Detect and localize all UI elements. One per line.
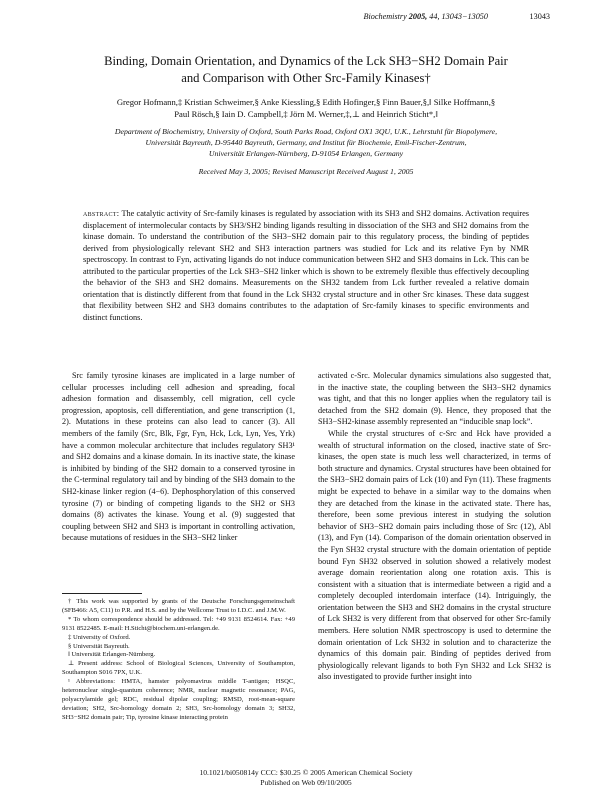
- authors-line-1: Gregor Hofmann,‡ Kristian Schweimer,§ Anke Kiessling,§ Edith Hofinger,§ Finn Bauer,§,‖ Silke Hoffmann,§: [116, 97, 496, 107]
- affiliation-line-2: Universität Bayreuth, D-95440 Bayreuth, Germany, and Institut für Biochemie, Emil-Fischer-Zentrum,: [145, 137, 467, 147]
- page-number: 13043: [529, 12, 550, 21]
- author-list: [40, 96, 572, 120]
- footnote-affil-oxford: ‡ University of Oxford.: [68, 633, 131, 641]
- abstract-text: The catalytic activity of Src-family kinases is regulated by association with its SH3 and SH2 domains. Activation requires displacement of intermolecular contacts by SH3/SH2 binding ligands resulting in dissociation of the SH3 and SH2 domains from the kinase domain. To understand the contribution of the SH3−SH2 domain pair to this regulatory process, the binding of peptides derived from physiologically relevant SH2 and SH3 interaction partners was studied for Lck and its relative Fyn by NMR spectroscopy. In contrast to Fyn, activating ligands do not induce communication between SH2 and SH3 domains in Lck. This can be attributed to the particular properties of the Lck SH3−SH2 linker which is shown to be extremely flexible thus effectively decoupling the behavior of the SH3 and SH2 domains. Measurements on the SH32 tandem from Lck further revealed a relative domain orientation that is distinctly different from that found in the Lck SH32 crystal structure and in other Src kinases. These data suggest that flexibility between SH2 and SH3 domains contributes to the adaptation of Src-family kinases to specific environments and distinct functions.: [83, 209, 529, 322]
- published-line: Published on Web 09/10/2005: [260, 778, 352, 787]
- journal-pages: 13043−13050: [441, 12, 488, 21]
- left-column: [62, 370, 295, 580]
- journal-citation: [364, 12, 488, 21]
- received-dates: Received May 3, 2005; Revised Manuscript Received August 1, 2005: [198, 167, 414, 176]
- journal-year: 2005,: [408, 12, 428, 21]
- affiliation-line-3: Universität Erlangen-Nürnberg, D-91054 Erlangen, Germany: [208, 148, 404, 158]
- title-line-2: and Comparison with Other Src-Family Kinases†: [181, 71, 431, 85]
- footnote-funding: † This work was supported by grants of the Deutsche Forschungsgemeinschaft (SFB466: A5, C11) to P.R. and H.S. and by the Wellcome Trust to I.D.C. and J.M.W.: [62, 598, 295, 614]
- body-paragraph: While the crystal structures of c-Src and Hck have provided a wealth of structural information on the closed, inactive state of Src-kinases, the open state is much less well characterized, in terms of both structure and dynamics. Crystal structures have been obtained for the SH3−SH2 domain pairs of Lck (10) and Fyn (11). These fragments might be expected to behave in a similar way to the domains when they are detached from the kinase in the activated state. There has, therefore, been some previous interest in studying the solution behavior of SH3−SH2 domain pairs including those of Src (12), Abl (13), and Fyn (14). Comparison of the domain orientation observed in the Fyn SH32 crystal structure with the domain orientation of peptide bound Fyn SH32 observed in solution showed a relatively modest average domain reorientation along one rotation axis. This is consistent with a situation that is intermediate between a rigid and a completely decoupled interdomain interface (14). Intriguingly, the orientation between the SH3 and SH2 domains in the crystal structure of Lck SH32 is very different from that observed for other Src-family members. Here solution NMR spectroscopy is used to determine the domain orientation of Lck SH32 in solution and to characterize the dynamics of this domain pair. Binding of peptides derived from physiologically relevant ligands to both Fyn SH32 and Lck SH32 is also investigated to provide further insight into: [318, 428, 551, 682]
- body-paragraph: Src family tyrosine kinases are implicated in a large number of cellular processes including cell adhesion and spreading, focal adhesion formation and disassembly, cell migration, cell cycle progression, apoptosis, cell differentiation, and gene transcription (1, 2). Mutations in these proteins can also lead to cancer (3). All members of the family (Src, Blk, Fgr, Fyn, Hck, Lck, Lyn, Yes, Yrk) have a common molecular architecture that includes regulatory SH3¹ and SH2 domains and a kinase domain. In its inactive state, the kinase is inhibited by binding of the SH2 domain to a conserved tyrosine in the C-terminal regulatory tail and by binding of the SH3 domain to the SH2-kinase linker region (4−6). Dephosphorylation of this conserved tyrosine (7) or binding of competing ligands to the SH2 or SH3 domains (8) activates the kinase. Young et al. (9) suggested that coupling between SH2 and SH3 is important in controlling activation, because mutations of residues in the SH3−SH2 linker: [62, 371, 295, 543]
- doi-line: 10.1021/bi050814y CCC: $30.25 © 2005 American Chemical Society: [199, 768, 413, 777]
- footnote-affil-erlangen: ‖ Universität Erlangen-Nürnberg.: [68, 651, 156, 659]
- footnote-divider: [62, 593, 142, 594]
- affiliation-line-1: Department of Biochemistry, University of Oxford, South Parks Road, Oxford OX1 3QU, U.K., Lehrstuhl für Biopolymere,: [114, 127, 498, 136]
- article-title: [40, 53, 572, 87]
- page-footer: [0, 768, 612, 788]
- abstract-label: abstract:: [83, 209, 120, 218]
- footnote-abbreviations: ¹ Abbreviations: HMTA, hamster polyomavirus middle T-antigen; HSQC, heteronuclear single-quantum coherence; NMR, nuclear magnetic resonance; PAG, polyacrylamide gel; RDC, residual dipolar coupling; RMSD, root-mean-square deviation; SH2, Src-homology domain 2; SH3, Src-homology domain 3; SH32, SH3−SH2 domain pair; Tip, tyrosine kinase interacting protein: [62, 678, 295, 721]
- title-line-1: Binding, Domain Orientation, and Dynamics of the Lck SH3−SH2 Domain Pair: [104, 54, 508, 68]
- abstract: [83, 208, 529, 323]
- authors-line-2: Paul Rösch,§ Iain D. Campbell,‡ Jörn M. Werner,‡,⊥ and Heinrich Sticht*,‖: [174, 109, 438, 119]
- affiliations: [40, 127, 572, 159]
- footnote-correspondence: * To whom correspondence should be addressed. Tel: +49 9131 8524614. Fax: +49 9131 8522485. E-mail: H.Sticht@biochem.uni-erlangen.de.: [62, 615, 295, 632]
- journal-volume: 44,: [429, 12, 440, 21]
- body-paragraph: activated c-Src. Molecular dynamics simulations also suggested that, in the inactive state, the coupling between the SH3−SH2 dynamics was tight, and that this no longer applies when the regulatory tail is detached from the SH2 domain (9). Hence, they proposed that the SH3−SH2-kinase assembly represented an “inducible snap lock”.: [318, 371, 551, 427]
- footnote-affil-bayreuth: § Universität Bayreuth.: [68, 642, 130, 650]
- right-column: [318, 370, 551, 760]
- footnotes: [62, 598, 295, 723]
- footnote-present-address: ⊥ Present address: School of Biological Sciences, University of Southampton, Southampton S016 7PX, U.K.: [62, 660, 295, 677]
- journal-name: Biochemistry: [363, 12, 407, 21]
- running-header: [62, 12, 550, 26]
